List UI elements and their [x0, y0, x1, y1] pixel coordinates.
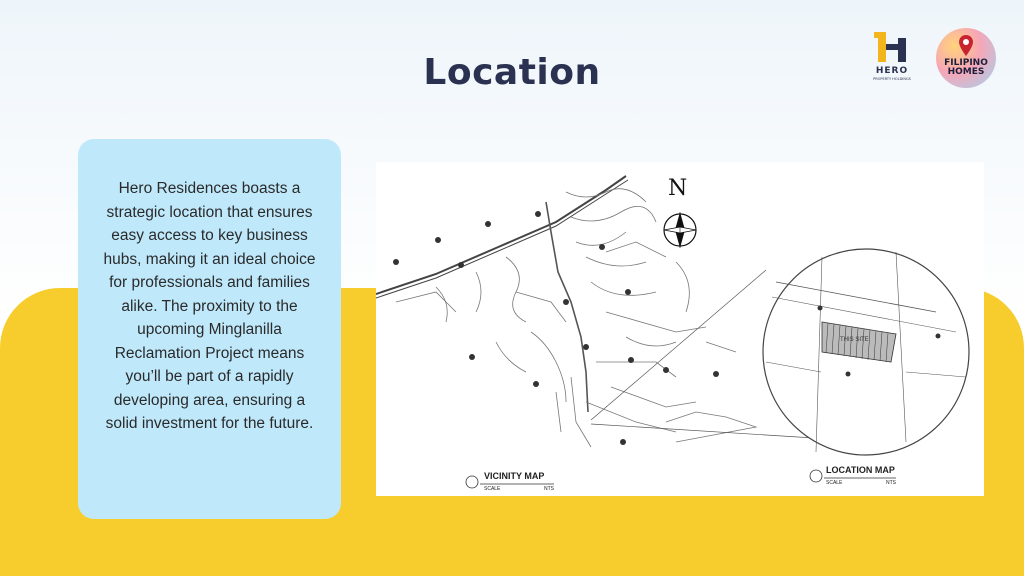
map-pin-icon — [958, 34, 974, 58]
north-label: N — [668, 176, 688, 201]
hero-logo — [868, 28, 916, 86]
compass-rose-icon — [664, 212, 696, 248]
vicinity-map-scale: SCALE — [484, 486, 501, 492]
filipino-homes-line1: FILIPINO — [944, 58, 988, 68]
filipino-homes-line2: HOMES — [947, 67, 985, 77]
page-title: Location — [423, 52, 601, 93]
location-info-card — [78, 139, 341, 519]
location-description: Hero Residences boasts a strategic location that ensures easy access to key business hubs, making it an ideal choice for professionals and families alike. The proximity to the upcoming Minglanilla Reclamation Project means you’ll be part of a rapidly developing area, ensuring a solid investment for the future. — [103, 180, 316, 432]
location-map-image — [376, 162, 984, 496]
hero-logo-name: HERO — [875, 66, 909, 76]
filipino-homes-logo — [936, 28, 996, 88]
location-map-nts: NTS — [886, 480, 896, 486]
hero-logo-tagline: PROPERTY HOLDINGS — [873, 77, 911, 81]
location-map-scale: SCALE — [826, 480, 843, 486]
vicinity-map-nts: NTS — [544, 486, 554, 492]
this-site-label: THIS SITE — [840, 337, 869, 343]
location-map-title: LOCATION MAP — [826, 465, 895, 475]
hero-logo-icon — [868, 28, 916, 86]
vicinity-map-drawing — [376, 162, 984, 496]
vicinity-map-title: VICINITY MAP — [484, 471, 545, 481]
